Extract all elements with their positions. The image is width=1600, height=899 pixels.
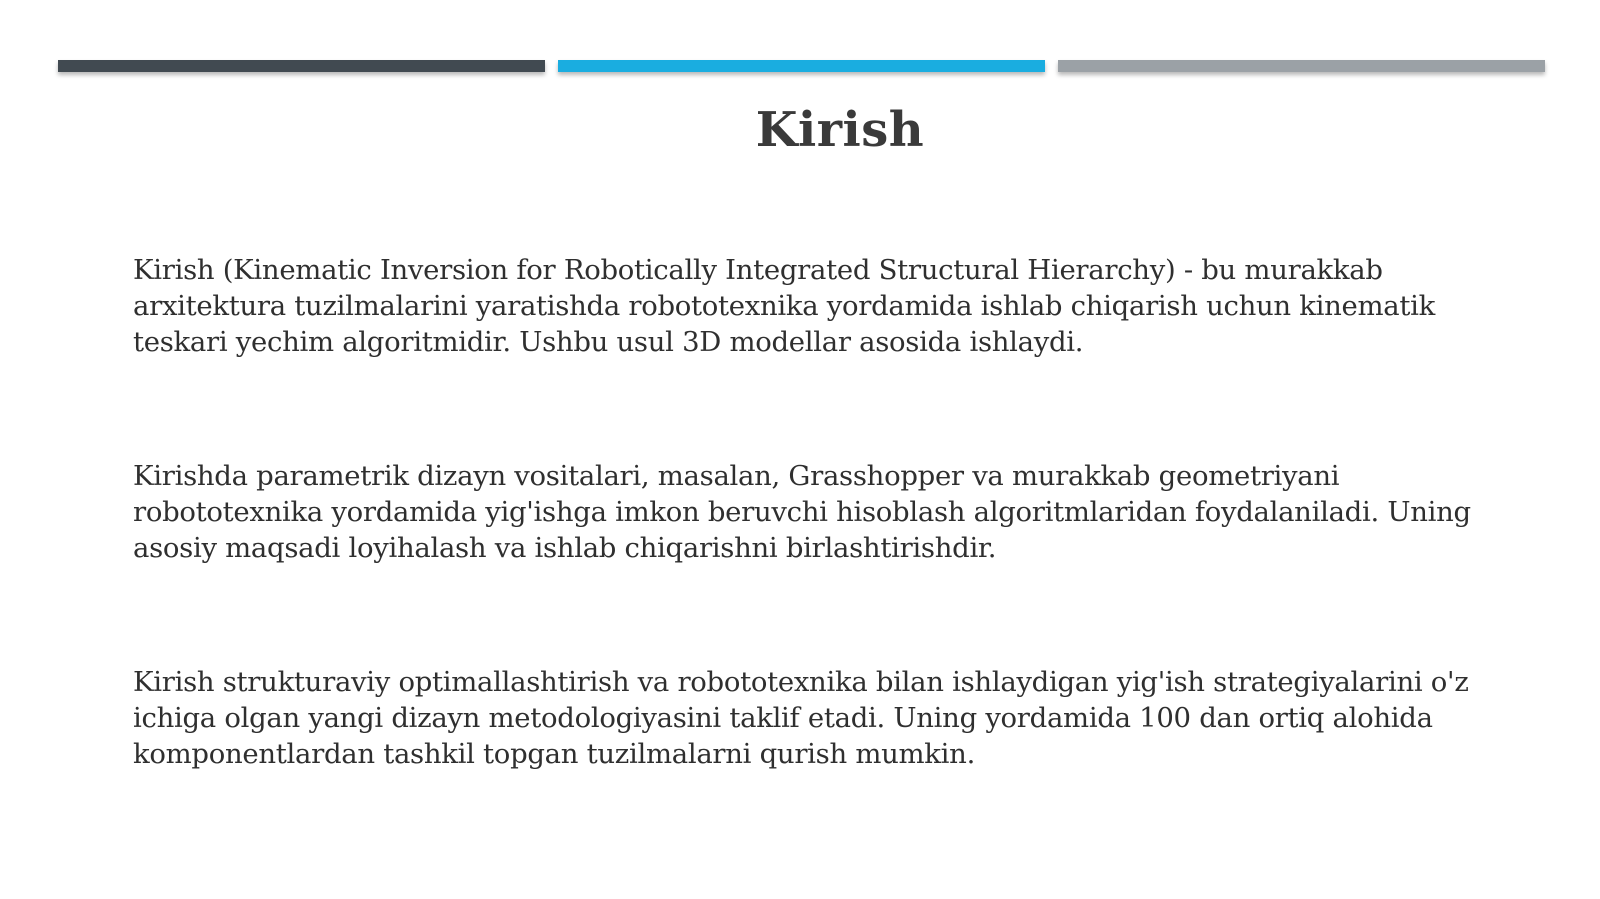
paragraph-1: Kirish (Kinematic Inversion for Robotically Integrated Structural Hierarchy) - bu murakkab arxitektura tuzilmalarini yaratishda robototexnika yordamida ishlab chiqarish uchun kinematik teskari yechim algoritmidir. Ushbu usul 3D modellar asosida ishlaydi. [133, 254, 1435, 358]
accent-bar-dark [58, 60, 545, 72]
paragraph-3: Kirish strukturaviy optimallashtirish va robototexnika bilan ishlaydigan yig'ish strategiyalarini o'z ichiga olgan yangi dizayn metodologiyasini taklif etadi. Uning yordamida 100 dan ortiq alohida komponentlardan tashkil topgan tuzilmalarni qurish mumkin. [133, 666, 1469, 770]
accent-bar-gray [1058, 60, 1545, 72]
slide-body [133, 252, 1513, 772]
paragraph-2: Kirishda parametrik dizayn vositalari, masalan, Grasshopper va murakkab geometriyani robototexnika yordamida yig'ishga imkon beruvchi hisoblash algoritmlaridan foydalaniladi. Uning asosiy maqsadi loyihalash va ishlab chiqarishni birlashtirishdir. [133, 460, 1471, 564]
accent-bar-blue [558, 60, 1045, 72]
top-accent-bars [58, 60, 1545, 74]
slide-title: Kirish [755, 102, 925, 158]
